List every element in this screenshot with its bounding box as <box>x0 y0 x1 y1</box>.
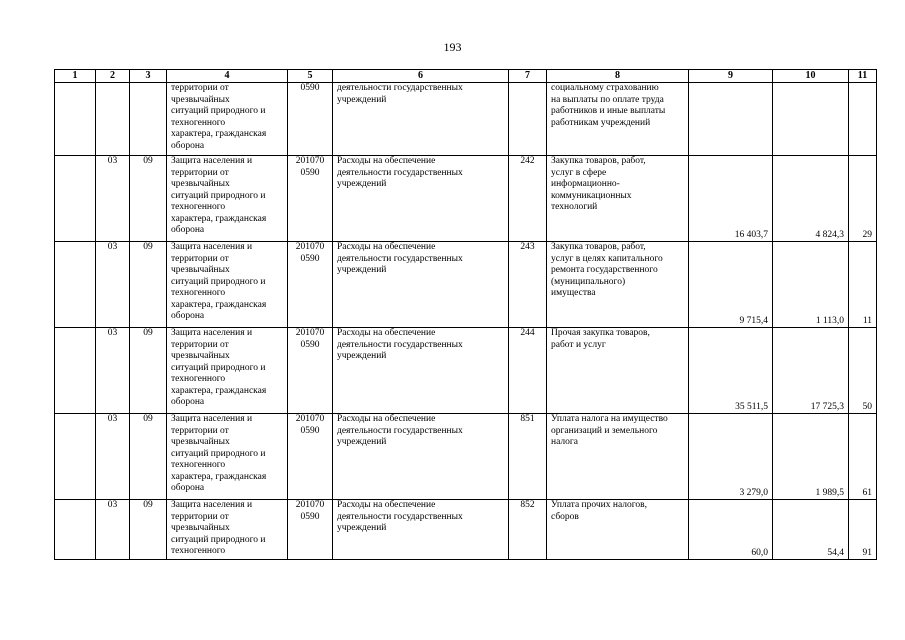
cell-actual: 54,4 <box>773 500 849 560</box>
cell-percent: 61 <box>849 414 877 500</box>
cell-expense-type: 852 <box>509 500 547 560</box>
budget-table <box>54 69 877 560</box>
cell-percent: 11 <box>849 242 877 328</box>
column-header: 7 <box>509 70 547 83</box>
cell-subsection: 09 <box>130 328 167 414</box>
column-header: 10 <box>773 70 849 83</box>
table-row <box>55 328 877 414</box>
cell-section-name: территории от чрезвычайных ситуаций природного и техногенного характера, гражданская оборона <box>167 83 288 156</box>
cell-actual: 17 725,3 <box>773 328 849 414</box>
cell-section: 03 <box>96 328 130 414</box>
column-header: 2 <box>96 70 130 83</box>
cell-col-1 <box>55 156 96 242</box>
cell-expense-type <box>509 83 547 156</box>
column-header: 9 <box>689 70 773 83</box>
cell-col-1 <box>55 83 96 156</box>
table-row <box>55 500 877 560</box>
column-header: 11 <box>849 70 877 83</box>
cell-expense-type: 242 <box>509 156 547 242</box>
table-row <box>55 83 877 156</box>
cell-expense-name: Уплата налога на имущество организаций и земельного налога <box>547 414 689 500</box>
cell-actual: 1 113,0 <box>773 242 849 328</box>
cell-expense-name: Закупка товаров, работ, услуг в сфере информационно- коммуникационных технологий <box>547 156 689 242</box>
cell-actual: 1 989,5 <box>773 414 849 500</box>
column-header: 5 <box>288 70 333 83</box>
cell-percent: 29 <box>849 156 877 242</box>
cell-section: 03 <box>96 242 130 328</box>
cell-target-code: 201070 0590 <box>288 500 333 560</box>
cell-target-code: 201070 0590 <box>288 328 333 414</box>
page-number: 193 <box>443 40 462 54</box>
cell-plan: 3 279,0 <box>689 414 773 500</box>
cell-target-code: 201070 0590 <box>288 242 333 328</box>
header-row <box>55 70 877 83</box>
table-row <box>55 156 877 242</box>
cell-subsection: 09 <box>130 500 167 560</box>
cell-section: 03 <box>96 500 130 560</box>
cell-expense-type: 851 <box>509 414 547 500</box>
cell-section: 03 <box>96 156 130 242</box>
column-header: 1 <box>55 70 96 83</box>
column-header: 6 <box>333 70 509 83</box>
cell-plan <box>689 83 773 156</box>
cell-actual: 4 824,3 <box>773 156 849 242</box>
cell-subsection: 09 <box>130 414 167 500</box>
cell-col-1 <box>55 500 96 560</box>
column-header: 3 <box>130 70 167 83</box>
cell-subsection <box>130 83 167 156</box>
cell-target-name: Расходы на обеспечение деятельности государственных учреждений <box>333 242 509 328</box>
cell-col-1 <box>55 328 96 414</box>
cell-subsection: 09 <box>130 242 167 328</box>
cell-plan: 60,0 <box>689 500 773 560</box>
cell-section: 03 <box>96 414 130 500</box>
cell-percent: 91 <box>849 500 877 560</box>
column-header: 4 <box>167 70 288 83</box>
cell-col-1 <box>55 242 96 328</box>
cell-percent <box>849 83 877 156</box>
cell-subsection: 09 <box>130 156 167 242</box>
table-row <box>55 242 877 328</box>
cell-section-name: Защита населения и территории от чрезвычайных ситуаций природного и техногенного характера, гражданская оборона <box>167 414 288 500</box>
cell-target-name: Расходы на обеспечение деятельности государственных учреждений <box>333 500 509 560</box>
cell-actual <box>773 83 849 156</box>
cell-plan: 16 403,7 <box>689 156 773 242</box>
cell-section-name: Защита населения и территории от чрезвычайных ситуаций природного и техногенного характера, гражданская оборона <box>167 242 288 328</box>
cell-target-name: Расходы на обеспечение деятельности государственных учреждений <box>333 414 509 500</box>
cell-target-code: 201070 0590 <box>288 414 333 500</box>
cell-target-name: Расходы на обеспечение деятельности государственных учреждений <box>333 156 509 242</box>
table-row <box>55 414 877 500</box>
cell-percent: 50 <box>849 328 877 414</box>
cell-target-name: деятельности государственных учреждений <box>333 83 509 156</box>
cell-section-name: Защита населения и территории от чрезвычайных ситуаций природного и техногенного характера, гражданская оборона <box>167 328 288 414</box>
cell-col-1 <box>55 414 96 500</box>
cell-target-name: Расходы на обеспечение деятельности государственных учреждений <box>333 328 509 414</box>
column-header: 8 <box>547 70 689 83</box>
cell-expense-type: 243 <box>509 242 547 328</box>
cell-section-name: Защита населения и территории от чрезвычайных ситуаций природного и техногенного <box>167 500 288 560</box>
cell-section <box>96 83 130 156</box>
cell-expense-name: Прочая закупка товаров, работ и услуг <box>547 328 689 414</box>
cell-target-code: 201070 0590 <box>288 156 333 242</box>
cell-expense-name: Закупка товаров, работ, услуг в целях капитального ремонта государственного (муниципального) имущества <box>547 242 689 328</box>
cell-plan: 35 511,5 <box>689 328 773 414</box>
cell-plan: 9 715,4 <box>689 242 773 328</box>
cell-expense-name: Уплата прочих налогов, сборов <box>547 500 689 560</box>
cell-section-name: Защита населения и территории от чрезвычайных ситуаций природного и техногенного характера, гражданская оборона <box>167 156 288 242</box>
cell-expense-type: 244 <box>509 328 547 414</box>
cell-target-code: 0590 <box>288 83 333 156</box>
cell-expense-name: социальному страхованию на выплаты по оплате труда работников и иные выплаты работникам учреждений <box>547 83 689 156</box>
